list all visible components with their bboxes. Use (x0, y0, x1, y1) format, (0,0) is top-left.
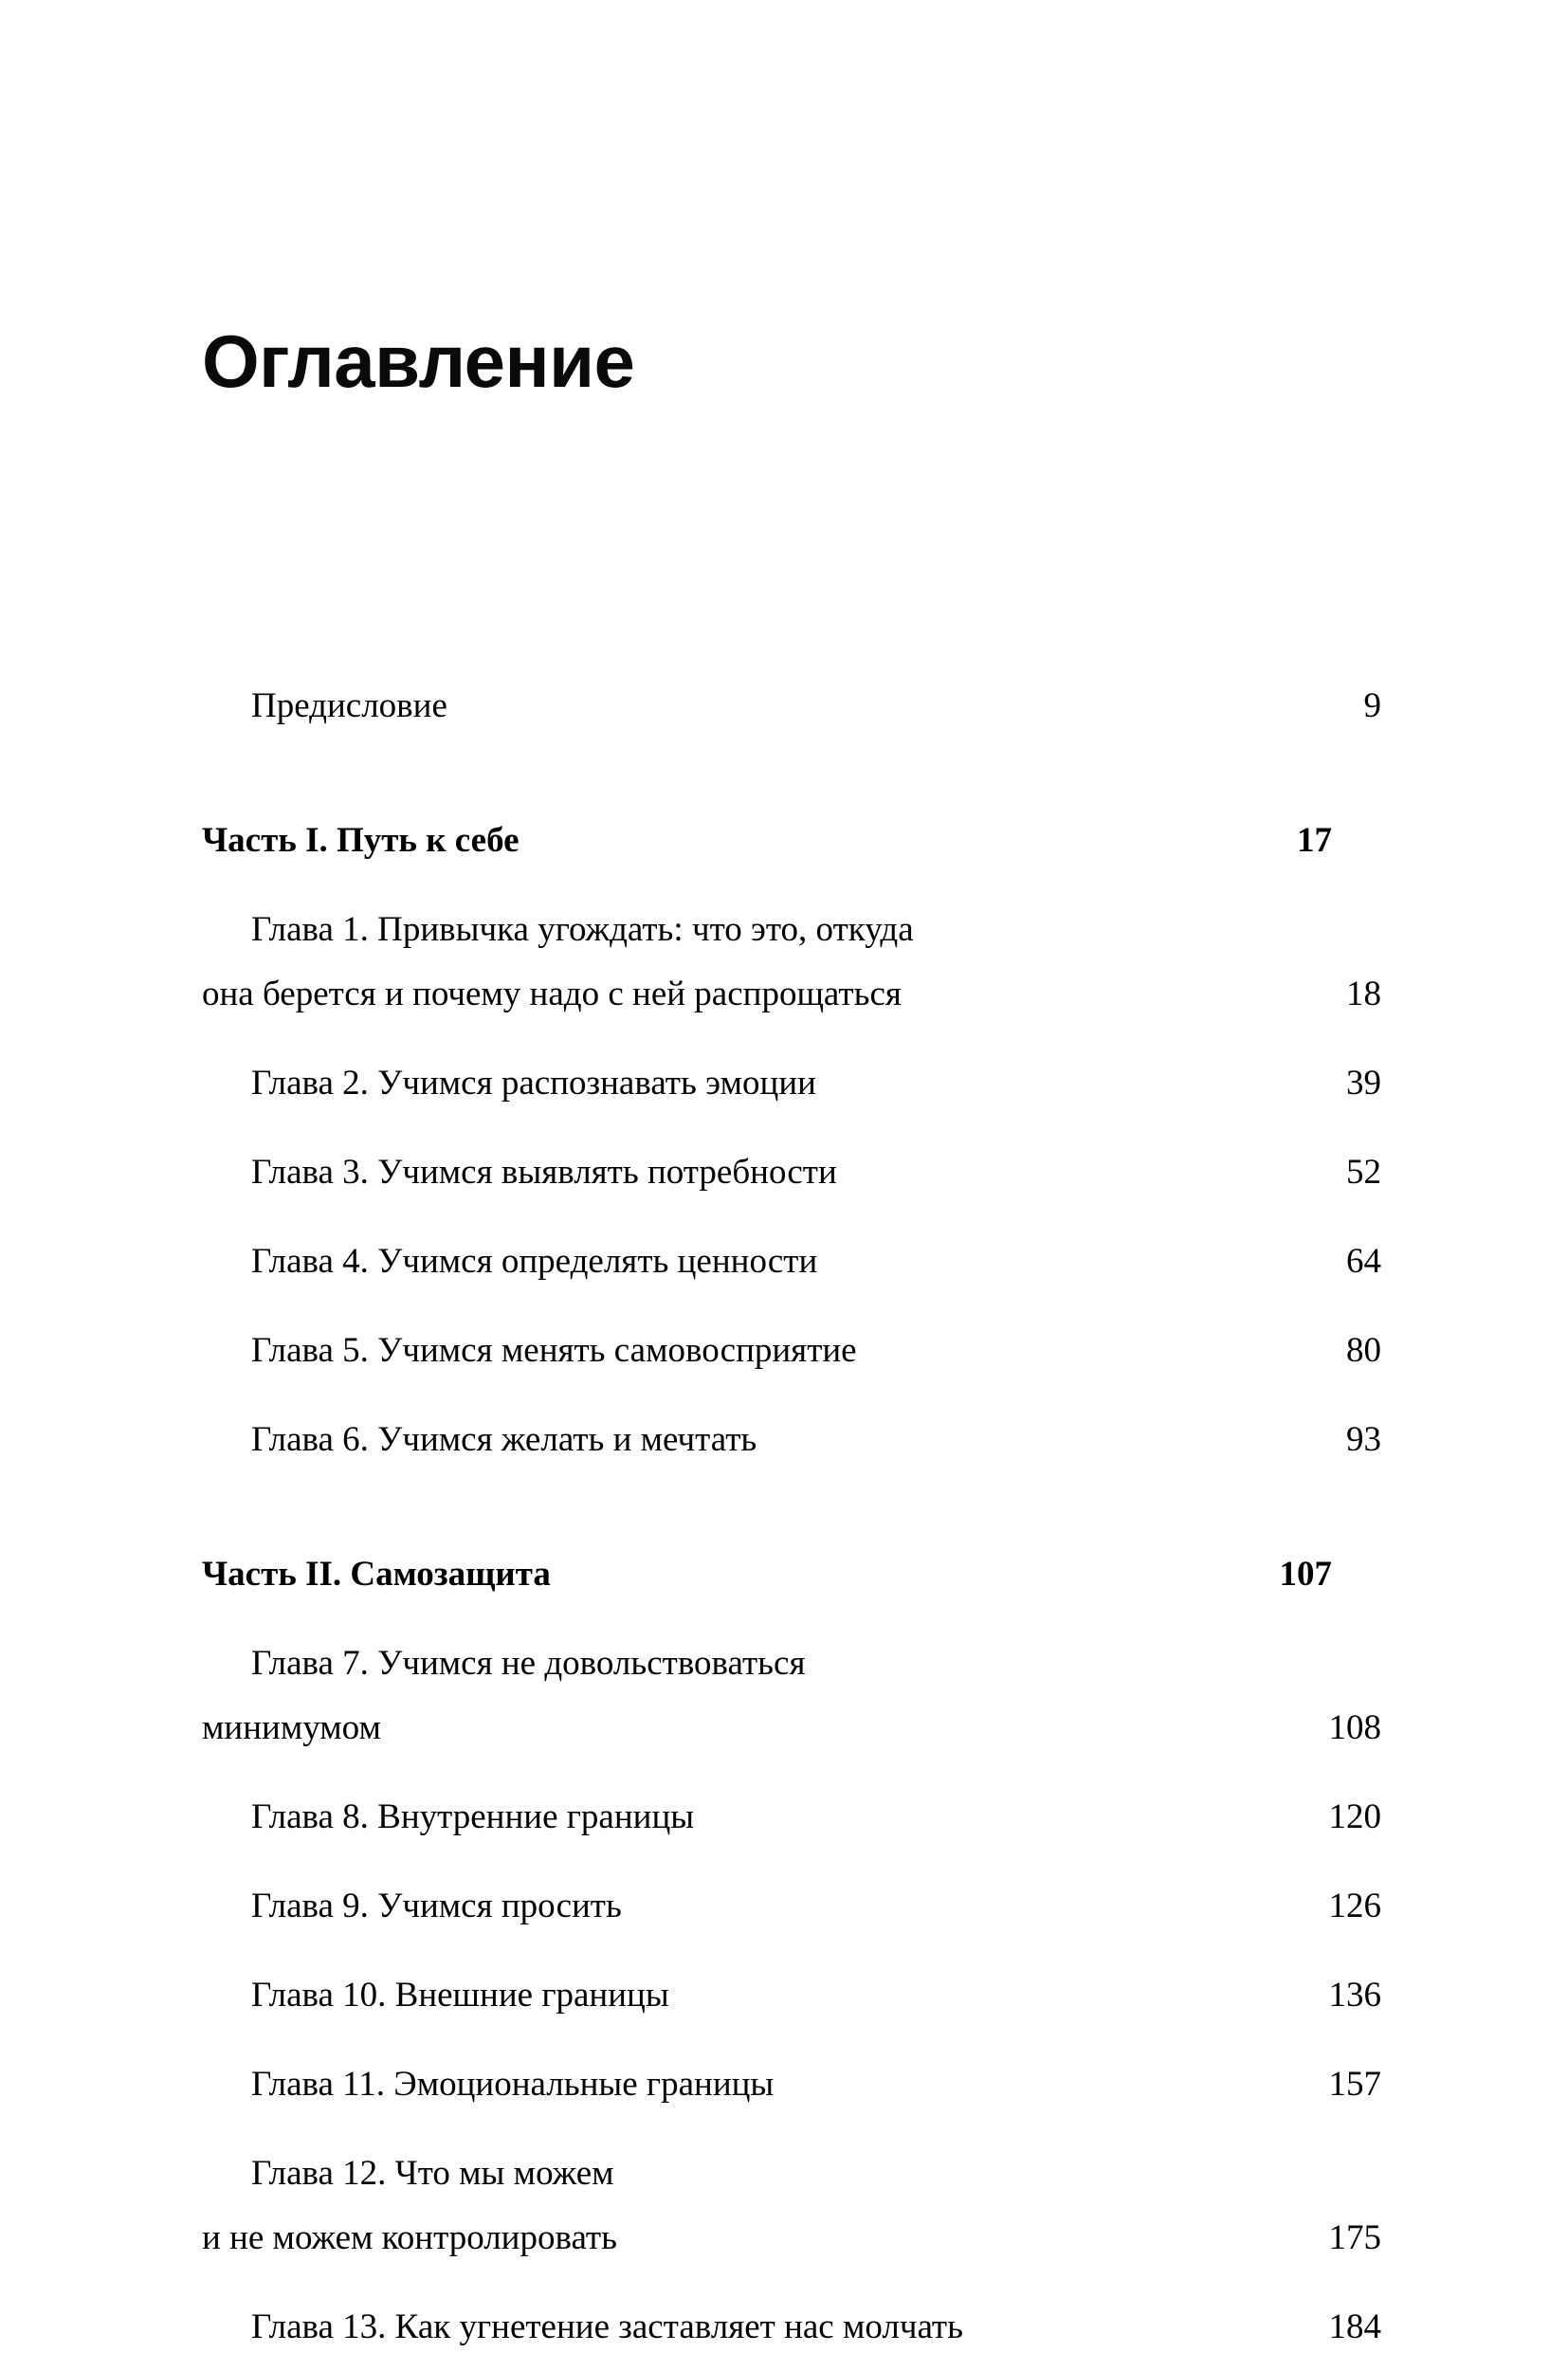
toc-part-entry[interactable] (202, 1554, 1332, 1618)
toc-entry[interactable] (202, 1152, 1381, 1216)
toc-entry[interactable] (202, 685, 1381, 750)
toc-spacer (202, 2282, 1332, 2307)
toc-entry-title: Глава 1. Привычка угождать: что это, откуда (251, 910, 914, 949)
toc-entry-title: Глава 10. Внешние границы (251, 1976, 669, 2015)
toc-entry[interactable] (202, 2153, 1381, 2282)
toc-page-number: 80 (1346, 1331, 1381, 1370)
dot-leader (829, 1266, 1292, 1267)
dot-leader (531, 845, 1243, 846)
toc-page-number: 136 (1328, 1976, 1381, 2015)
toc-page-number: 120 (1328, 1797, 1381, 1836)
toc-entry-line (202, 2217, 1381, 2282)
toc-page-number: 39 (1346, 1064, 1381, 1103)
toc-entry[interactable] (202, 1063, 1381, 1127)
toc-entry-title: минимумом (202, 1708, 381, 1747)
dot-leader (913, 998, 1292, 999)
dot-leader (705, 1821, 1292, 1822)
table-of-contents-list (202, 685, 1381, 2371)
toc-spacer (202, 1618, 1332, 1643)
toc-page-number: 9 (1363, 686, 1381, 725)
toc-entry-title: Часть II. Самозащита (202, 1555, 551, 1594)
toc-page-number: 126 (1328, 1887, 1381, 1925)
dot-leader (562, 1578, 1243, 1579)
dot-leader (975, 2331, 1292, 2332)
toc-page-number: 93 (1346, 1420, 1381, 1459)
toc-page-number: 184 (1328, 2307, 1381, 2346)
toc-spacer (202, 2128, 1332, 2153)
toc-entry-title: Глава 6. Учимся желать и мечтать (251, 1420, 757, 1459)
toc-entry-line (202, 820, 1332, 885)
toc-spacer (202, 1395, 1332, 1419)
toc-entry[interactable] (202, 1643, 1381, 1772)
toc-page-number: 108 (1328, 1708, 1381, 1747)
toc-entry-line (251, 1419, 1381, 1484)
toc-spacer (202, 1950, 1332, 1975)
toc-entry-line (251, 1796, 1381, 1861)
toc-page-number: 175 (1328, 2218, 1381, 2257)
toc-spacer (202, 1216, 1332, 1241)
toc-entry-line (202, 1707, 1381, 1772)
toc-entry-line (251, 1152, 1381, 1216)
toc-entry[interactable] (202, 909, 1381, 1038)
toc-entry-title: она берется и почему надо с ней распрощаться (202, 975, 902, 1013)
toc-spacer (202, 1484, 1332, 1554)
dot-leader (768, 1444, 1292, 1445)
toc-spacer (202, 1305, 1332, 1330)
toc-entry-title: Глава 4. Учимся определять ценности (251, 1242, 818, 1281)
toc-page-number: 18 (1346, 975, 1381, 1013)
toc-entry[interactable] (202, 1241, 1381, 1305)
toc-entry-line (251, 685, 1381, 750)
toc-entry-title: Глава 11. Эмоциональные границы (251, 2065, 775, 2104)
toc-entry-line (251, 2153, 1381, 2217)
toc-entry[interactable] (202, 2064, 1381, 2128)
dot-leader (392, 1732, 1292, 1733)
toc-entry-line (251, 1643, 1381, 1707)
toc-entry-title: Глава 3. Учимся выявлять потребности (251, 1153, 837, 1192)
toc-entry-line (251, 909, 1381, 974)
toc-spacer (202, 1772, 1332, 1796)
page-title: Оглавление (202, 319, 635, 404)
toc-entry[interactable] (202, 2307, 1381, 2371)
dot-leader (868, 1355, 1292, 1356)
toc-spacer (202, 1861, 1332, 1886)
toc-entry-title: Часть I. Путь к себе (202, 821, 520, 860)
toc-entry-title: Глава 2. Учимся распознавать эмоции (251, 1064, 816, 1103)
toc-entry-title: Глава 8. Внутренние границы (251, 1797, 695, 1836)
toc-page-number: 17 (1297, 821, 1332, 860)
toc-entry[interactable] (202, 1330, 1381, 1395)
toc-entry-line (251, 1330, 1381, 1395)
toc-entry[interactable] (202, 1975, 1381, 2039)
toc-entry-line (202, 1554, 1332, 1618)
toc-entry-line (251, 1241, 1381, 1305)
toc-page-number: 64 (1346, 1242, 1381, 1281)
toc-entry-title: и не можем контролировать (202, 2218, 617, 2257)
dot-leader (785, 2088, 1292, 2089)
dot-leader (848, 1176, 1292, 1177)
toc-entry-line (251, 1975, 1381, 2039)
toc-entry-line (202, 974, 1381, 1038)
toc-spacer (202, 1127, 1332, 1152)
toc-entry[interactable] (202, 1419, 1381, 1484)
dot-leader (828, 1087, 1292, 1088)
toc-entry-title: Глава 5. Учимся менять самовосприятие (251, 1331, 857, 1370)
toc-spacer (202, 1038, 1332, 1063)
toc-entry[interactable] (202, 1886, 1381, 1950)
toc-page-number: 107 (1279, 1555, 1332, 1594)
toc-spacer (202, 750, 1332, 820)
dot-leader (629, 2242, 1292, 2243)
toc-entry-title: Глава 7. Учимся не довольствоваться (251, 1644, 806, 1683)
toc-entry-line (251, 2064, 1381, 2128)
toc-spacer (202, 2039, 1332, 2064)
toc-entry-line (251, 1063, 1381, 1127)
toc-entry-line (251, 1886, 1381, 1950)
toc-entry-title: Глава 13. Как угнетение заставляет нас молчать (251, 2307, 963, 2346)
toc-entry-title: Глава 12. Что мы можем (251, 2154, 614, 2193)
dot-leader (681, 1999, 1292, 2000)
dot-leader (633, 1910, 1292, 1911)
toc-entry[interactable] (202, 1796, 1381, 1861)
toc-entry-title: Предисловие (251, 686, 447, 725)
toc-page-number: 52 (1346, 1153, 1381, 1192)
toc-spacer (202, 885, 1332, 909)
dot-leader (459, 710, 1292, 711)
toc-entry-line (251, 2307, 1381, 2371)
toc-entry-title: Глава 9. Учимся просить (251, 1887, 622, 1925)
toc-page-number: 157 (1328, 2065, 1381, 2104)
toc-part-entry[interactable] (202, 820, 1332, 885)
